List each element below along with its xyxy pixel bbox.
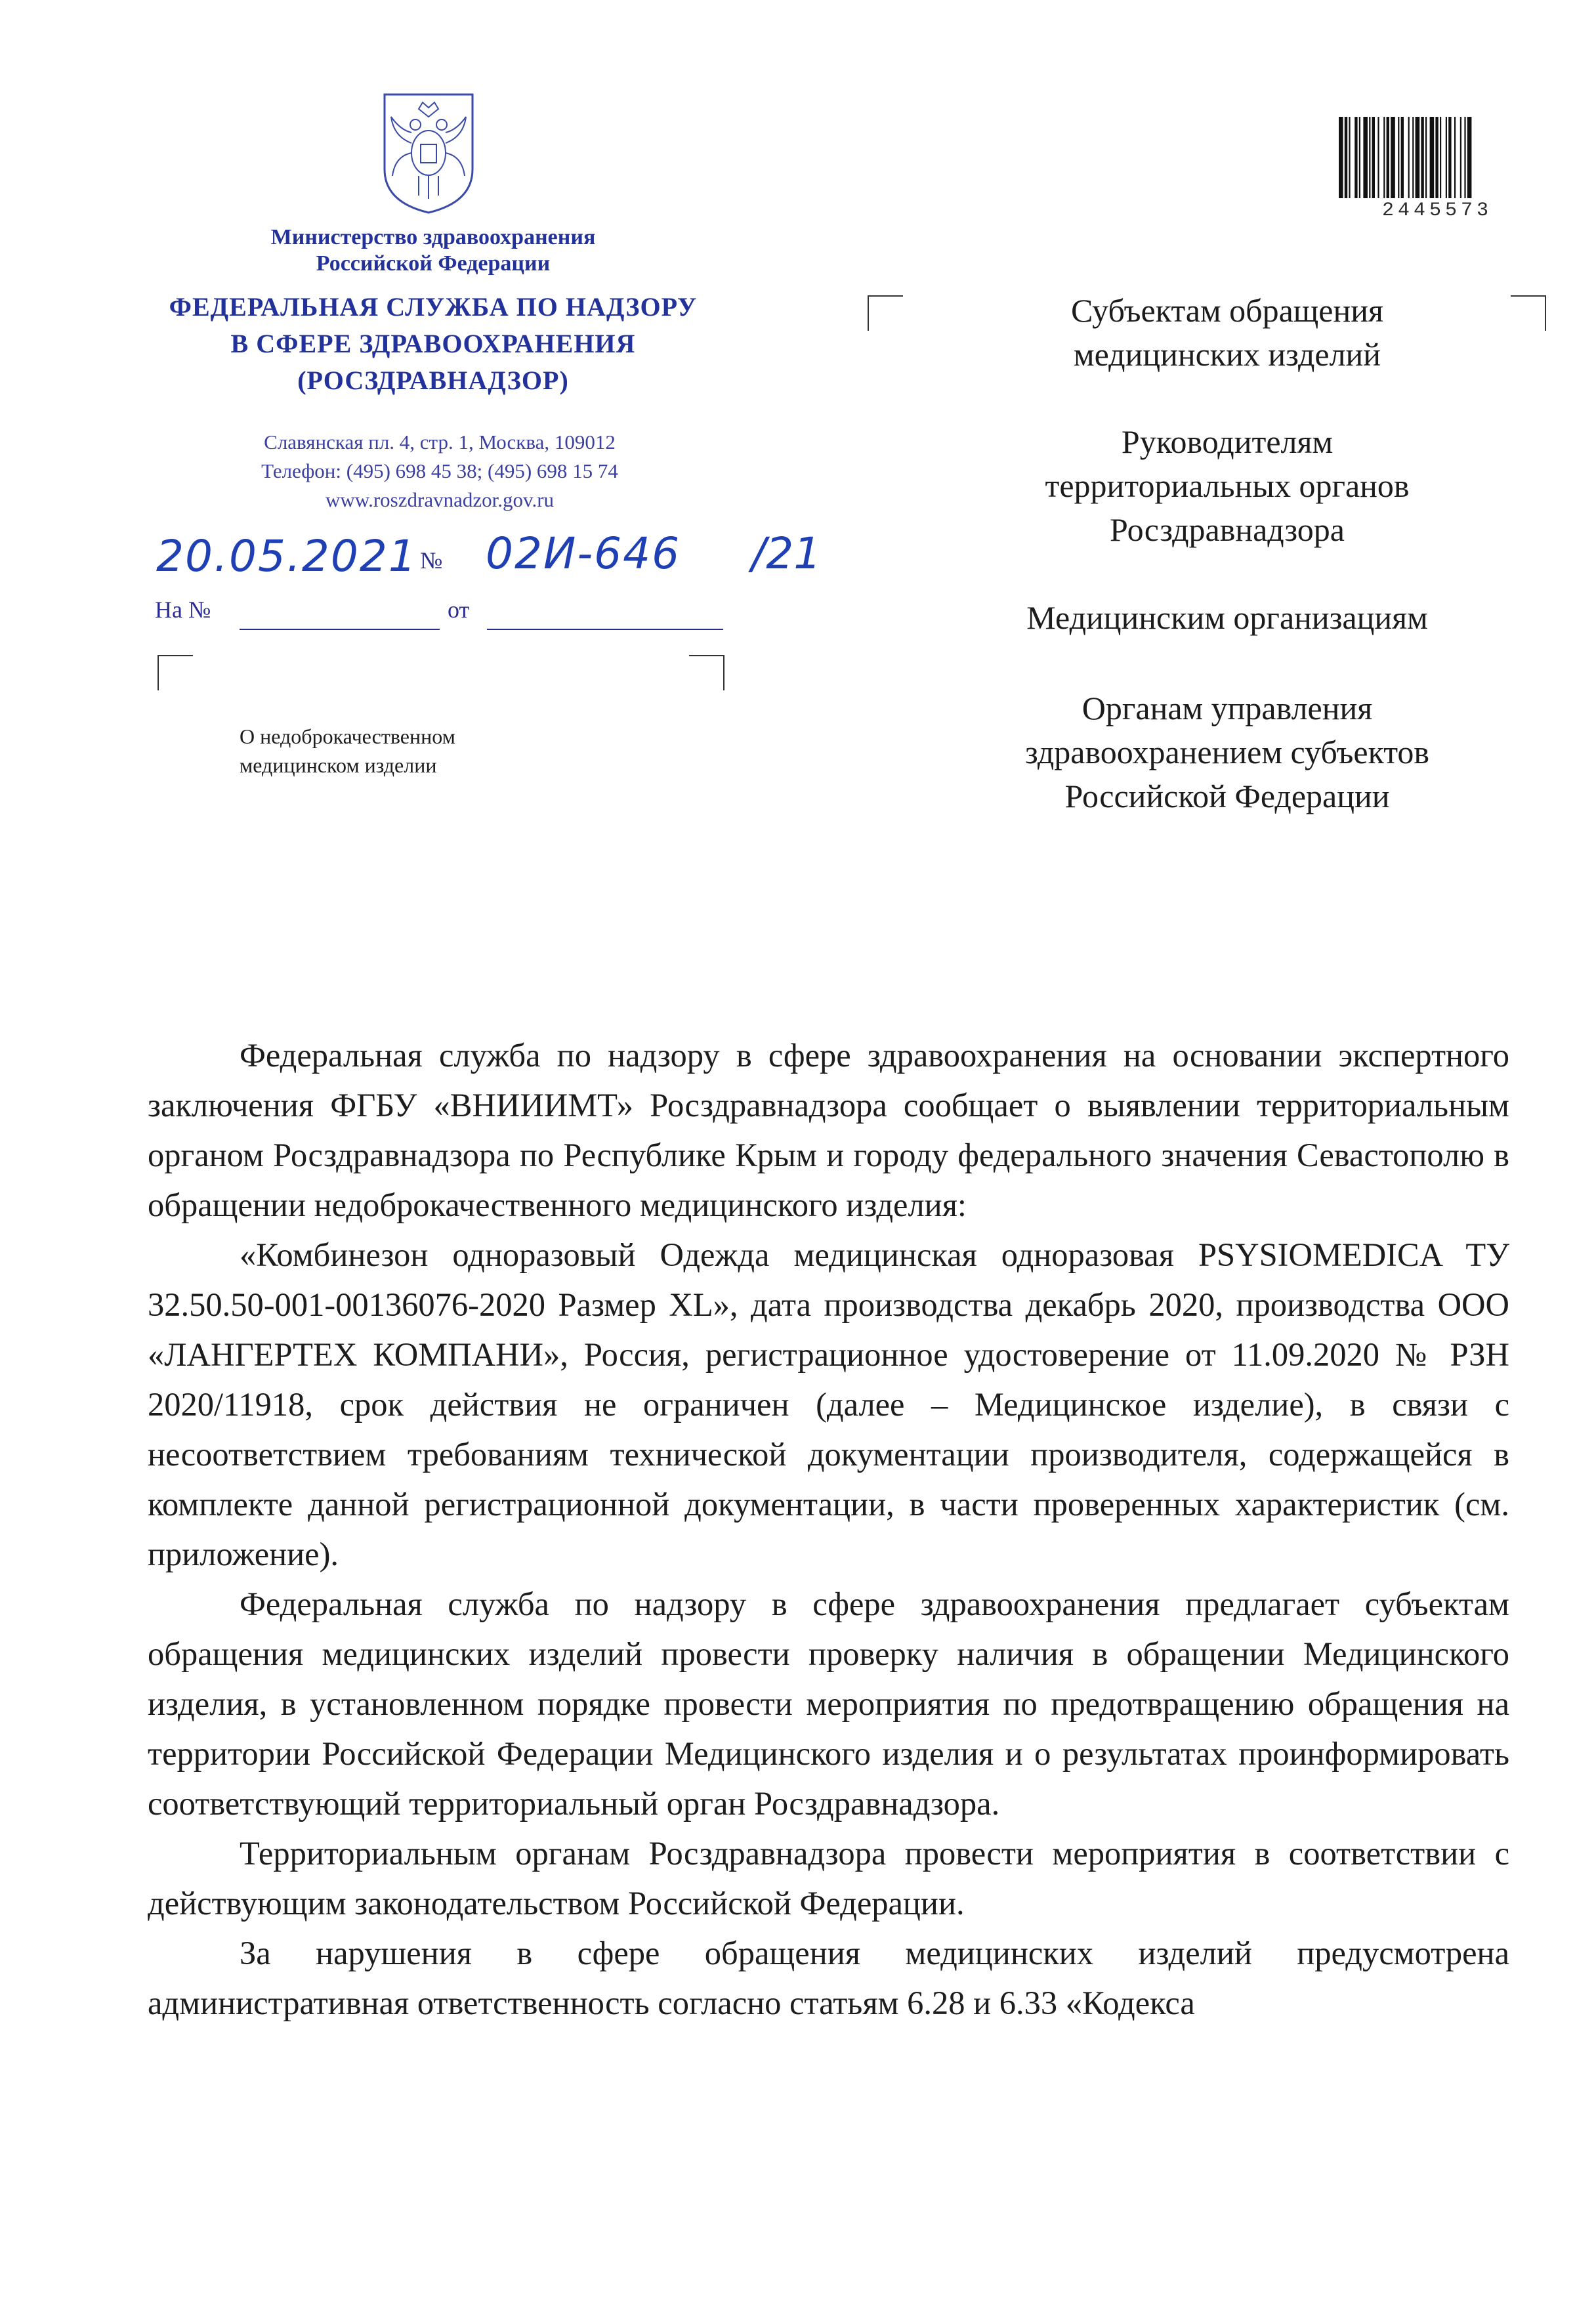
from-label: от — [448, 597, 470, 623]
barcode-bar — [1387, 117, 1389, 198]
barcode-bar — [1464, 117, 1465, 198]
body-paragraph-3: Федеральная служба по надзору в сфере здравоохранения предлагает субъектам обращения медицинских изделий провести проверку наличия в обращении Медицинского изделия, в установленном порядке провести мероприятия по предотвращению обращения на территории Российской Федерации Медицинского изделия и о результатах проинформировать соответствующий территориальный орган Росздравнадзора. — [148, 1586, 1509, 1822]
barcode-bar — [1391, 117, 1395, 198]
contact-block — [177, 428, 702, 515]
reference-date: 20.05.2021 — [156, 531, 417, 581]
service-name: ФЕДЕРАЛЬНАЯ СЛУЖБА ПО НАДЗОРУ В СФЕРЕ ЗДРАВООХРАНЕНИЯ (РОСЗДРАВНАДЗОР) — [169, 292, 698, 395]
barcode-bar — [1430, 117, 1435, 198]
barcode-bar — [1377, 117, 1379, 198]
barcode-number: 2445573 — [1381, 200, 1493, 222]
in-reply-number-line — [240, 629, 440, 630]
barcode-bar — [1408, 117, 1410, 198]
barcode-bar — [1339, 117, 1343, 198]
subject-corner-left — [158, 655, 193, 690]
body-paragraph-2: «Комбинезон одноразовый Одежда медицинская одноразовая PSYSIOMEDICA ТУ 32.50.50-001-00136076-2020 Размер XL», дата производства декабрь 2020, производства ООО «ЛАНГЕРТЕХ КОМПАНИ», Россия, регистрационное удостоверение от 11.09.2020 № РЗН 2020/11918, срок действия не ограничен (далее – Медицинское изделие), в связи с несоответствием требованиям технической документации производителя, содержащейся в комплекте данной регистрационной документации, в части проверенных характеристик (см. приложение). — [148, 1236, 1509, 1572]
barcode-bar — [1354, 117, 1357, 198]
barcode-bar — [1446, 117, 1447, 198]
addressee-2: Руководителям территориальных органов Росздравнадзора — [1045, 423, 1410, 548]
barcode-bar — [1398, 117, 1399, 198]
subject-corner-right — [689, 655, 724, 690]
website-link[interactable]: www.roszdravnadzor.gov.ru — [325, 488, 555, 511]
barcode-bar — [1363, 117, 1368, 198]
barcode-bar — [1412, 117, 1414, 198]
barcode-bar — [1345, 117, 1347, 198]
barcode-bar — [1416, 117, 1420, 198]
reference-year: /21 — [751, 528, 822, 579]
barcode-bar — [1454, 117, 1456, 198]
body-paragraph-1: Федеральная служба по надзору в сфере здравоохранения на основании экспертного заключения ФГБУ «ВНИИИМТ» Росздравнадзора сообщает о выявлении территориальным органом Росздравнадзора по Республике Крым и городу федерального значения Севастополю в обращении недоброкачественного медицинского изделия: — [148, 1037, 1509, 1223]
barcode-bar — [1421, 117, 1423, 198]
ministry-name: Министерство здравоохранения Российской Федерации — [270, 225, 596, 276]
barcode-bar — [1359, 117, 1360, 198]
barcode-bar — [1425, 117, 1427, 198]
letter-body — [148, 1030, 1509, 2028]
addressee-3: Медицинским организациям — [1026, 599, 1428, 636]
barcode-bar — [1349, 117, 1350, 198]
emblem-icon — [379, 91, 478, 215]
barcode-bar — [1435, 117, 1438, 198]
barcode-bar — [1383, 117, 1385, 198]
barcode-bar — [1401, 117, 1404, 198]
phone: Телефон: (495) 698 45 38; (495) 698 15 74 — [261, 459, 618, 482]
body-paragraph-5: За нарушения в сфере обращения медицинских изделий предусмотрена административная ответственность согласно статьям 6.28 и 6.33 «Кодекса — [148, 1935, 1509, 2021]
barcode-bar — [1369, 117, 1370, 198]
letter-subject: О недоброкачественном медицинском изделии — [240, 725, 455, 777]
in-reply-date-line — [487, 629, 723, 630]
reference-number-label: № — [420, 547, 443, 574]
in-reply-label: На № — [155, 597, 211, 623]
barcode-bar — [1372, 117, 1375, 198]
barcode-bar — [1460, 117, 1461, 198]
barcode-bar — [1448, 117, 1451, 198]
addressee-corner-left — [868, 295, 903, 331]
barcode-bar — [1440, 117, 1441, 198]
address: Славянская пл. 4, стр. 1, Москва, 109012 — [264, 431, 616, 453]
body-paragraph-4: Территориальным органам Росздравнадзора провести мероприятия в соответствии с действующим законодательством Российской Федерации. — [148, 1835, 1509, 1922]
barcode-bar — [1467, 117, 1472, 198]
reference-number: 02И-646 — [486, 528, 681, 579]
barcode-icon — [1339, 117, 1536, 198]
addressee-4: Органам управления здравоохранением субъектов Российской Федерации — [1024, 690, 1430, 814]
addressee-1: Субъектам обращения медицинских изделий — [1071, 292, 1383, 373]
